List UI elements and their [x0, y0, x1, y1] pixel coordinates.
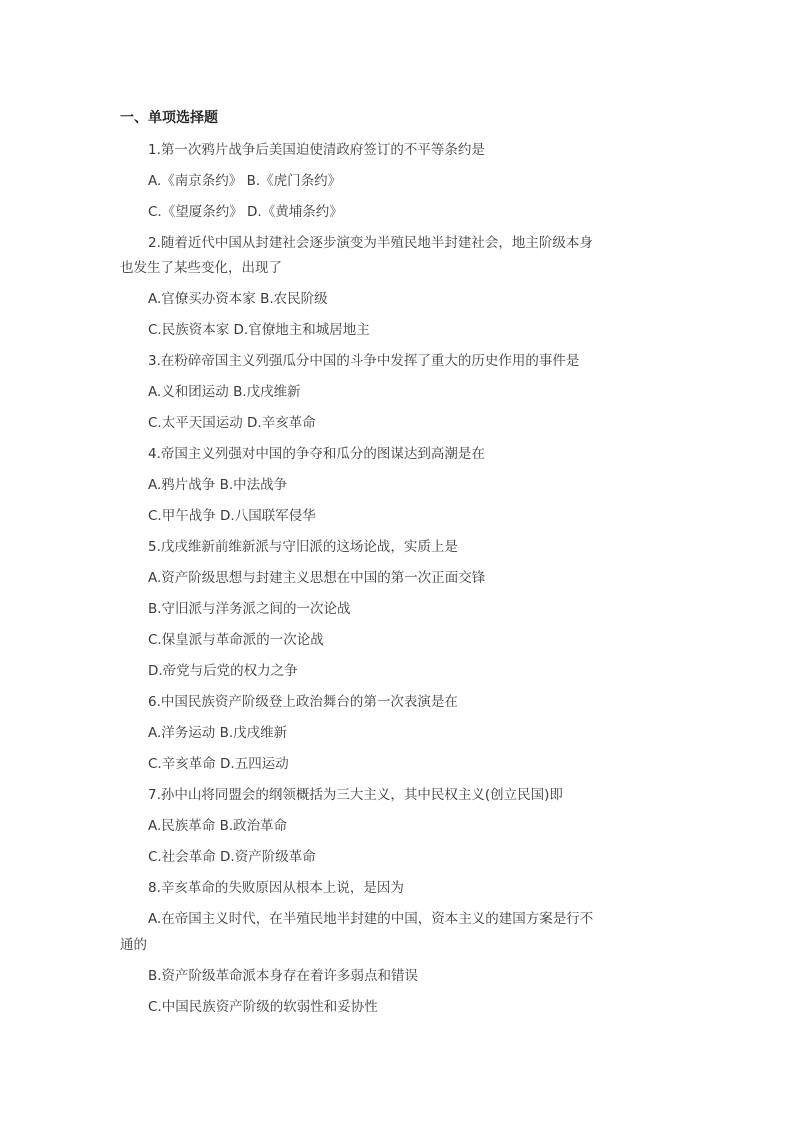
- question-8-option-c: C.中国民族资产阶级的软弱性和妥协性: [148, 999, 378, 1015]
- section-title: 一、单项选择题: [120, 110, 218, 126]
- question-4-stem: 4.帝国主义列强对中国的争夺和瓜分的图谋达到高潮是在: [148, 446, 485, 462]
- question-7-stem: 7.孙中山将同盟会的纲领概括为三大主义，其中民权主义(创立民国)即: [148, 787, 563, 803]
- question-5-stem: 5.戊戌维新前维新派与守旧派的这场论战，实质上是: [148, 539, 458, 555]
- question-2-options-ab: A.官僚买办资本家 B.农民阶级: [148, 291, 328, 307]
- question-3-options-ab: A.义和团运动 B.戊戌维新: [148, 384, 301, 400]
- question-1-stem: 1.第一次鸦片战争后美国迫使清政府签订的不平等条约是: [148, 142, 485, 158]
- question-6-stem: 6.中国民族资产阶级登上政治舞台的第一次表演是在: [148, 694, 458, 710]
- question-3-options-cd: C.太平天国运动 D.辛亥革命: [148, 415, 316, 431]
- question-1-options-ab: A.《南京条约》 B.《虎门条约》: [148, 173, 342, 189]
- question-8-option-a-continued: 通的: [120, 937, 147, 953]
- question-4-options-cd: C.甲午战争 D.八国联军侵华: [148, 508, 316, 524]
- question-3-stem: 3.在粉碎帝国主义列强瓜分中国的斗争中发挥了重大的历史作用的事件是: [148, 353, 580, 369]
- question-4-options-ab: A.鸦片战争 B.中法战争: [148, 477, 288, 493]
- question-5-option-b: B.守旧派与洋务派之间的一次论战: [148, 601, 351, 617]
- question-5-option-a: A.资产阶级思想与封建主义思想在中国的第一次正面交锋: [148, 570, 486, 586]
- question-5-option-d: D.帝党与后党的权力之争: [148, 663, 298, 679]
- question-7-options-ab: A.民族革命 B.政治革命: [148, 818, 288, 834]
- question-5-option-c: C.保皇派与革命派的一次论战: [148, 632, 324, 648]
- question-2-stem-continued: 也发生了某些变化，出现了: [120, 260, 282, 276]
- question-7-options-cd: C.社会革命 D.资产阶级革命: [148, 849, 316, 865]
- question-8-option-a: A.在帝国主义时代，在半殖民地半封建的中国，资本主义的建国方案是行不: [148, 911, 594, 927]
- question-6-options-cd: C.辛亥革命 D.五四运动: [148, 756, 289, 772]
- question-8-stem: 8.辛亥革命的失败原因从根本上说，是因为: [148, 880, 404, 896]
- question-8-option-b: B.资产阶级革命派本身存在着许多弱点和错误: [148, 968, 419, 984]
- question-2-options-cd: C.民族资本家 D.官僚地主和城居地主: [148, 322, 370, 338]
- question-2-stem: 2.随着近代中国从封建社会逐步演变为半殖民地半封建社会，地主阶级本身: [148, 235, 593, 251]
- question-6-options-ab: A.洋务运动 B.戊戌维新: [148, 725, 288, 741]
- question-1-options-cd: C.《望厦条约》 D.《黄埔条约》: [148, 204, 343, 220]
